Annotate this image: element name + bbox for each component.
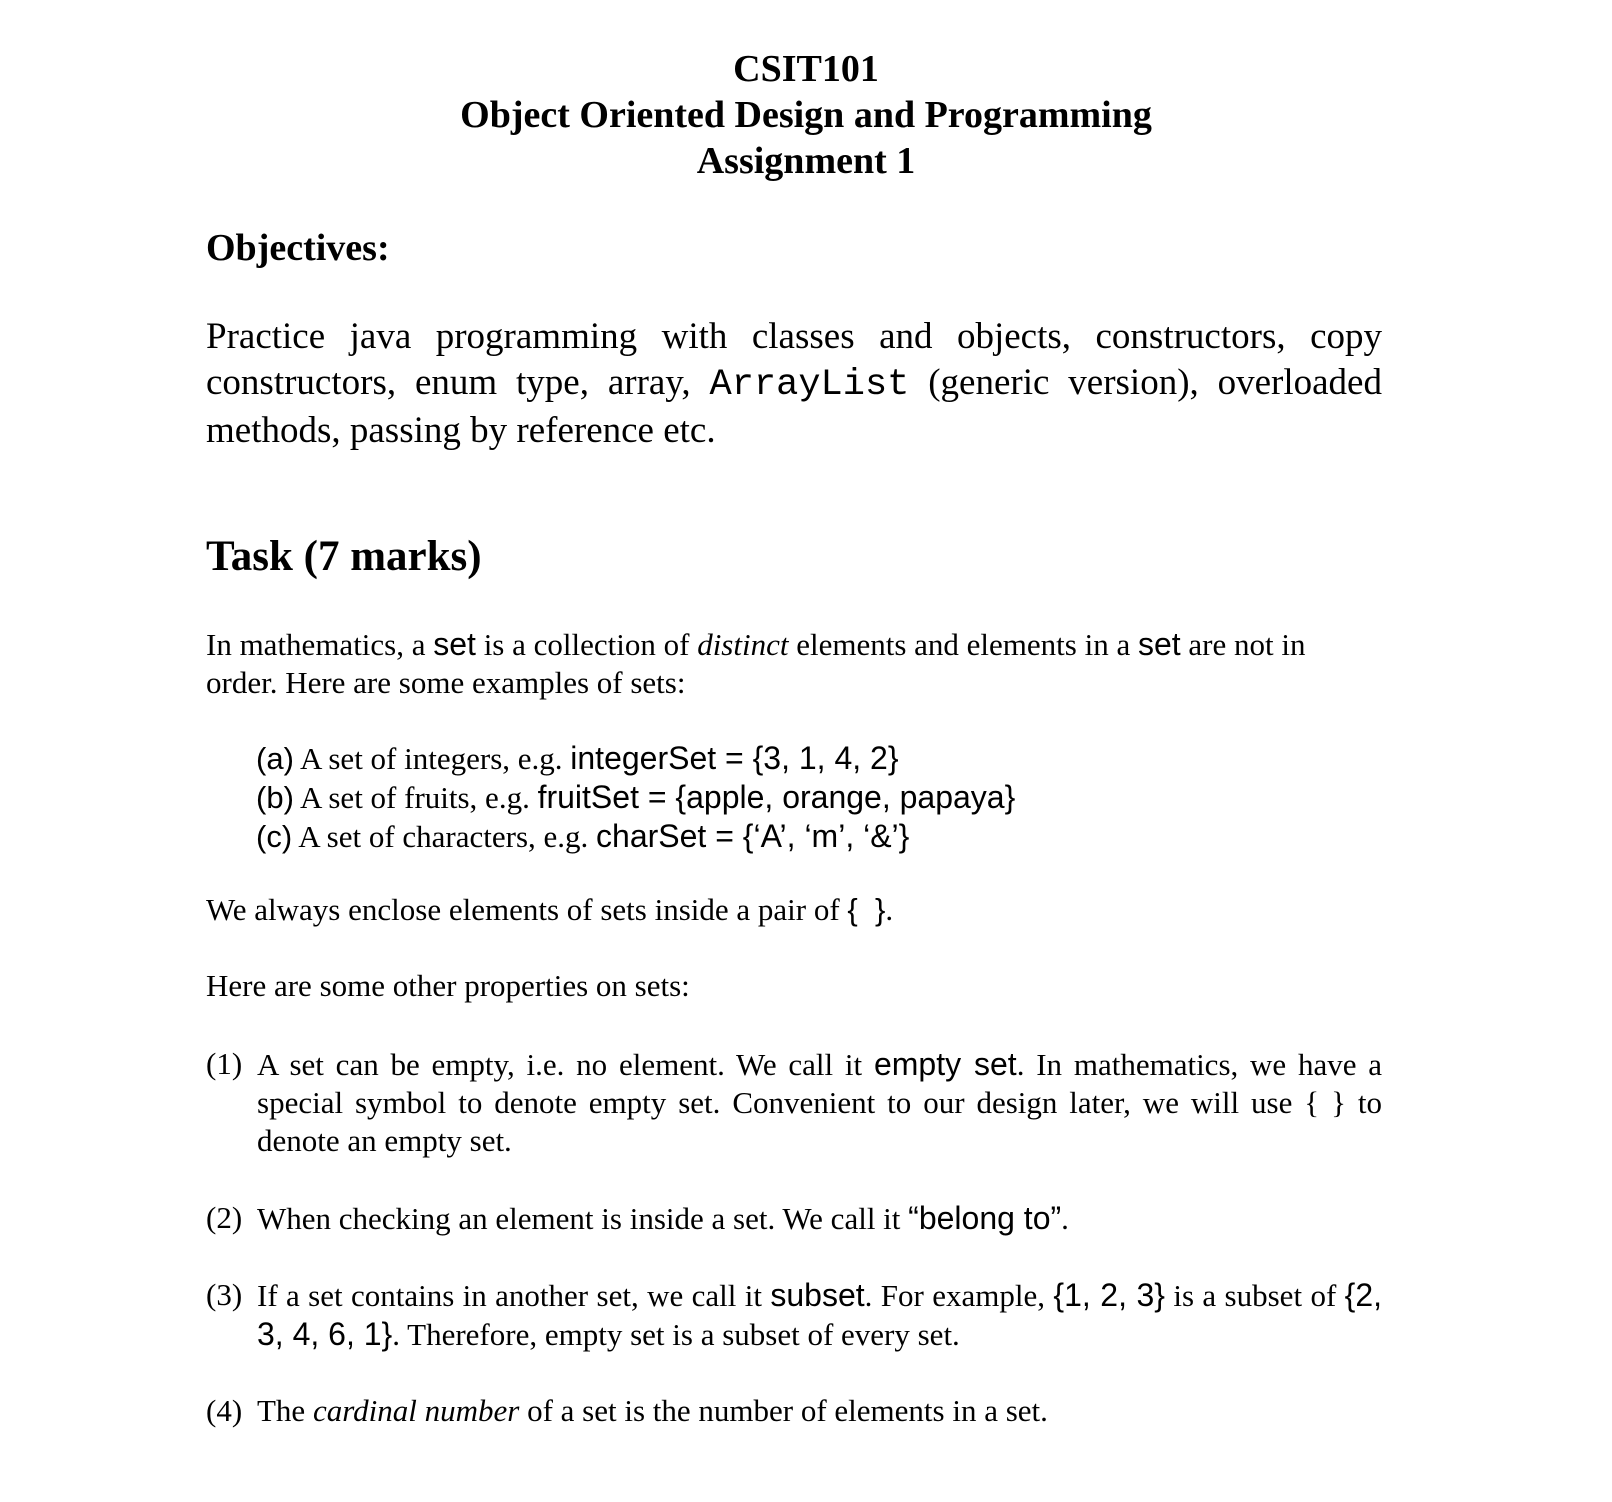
intro-term-set-2: set <box>1137 626 1181 662</box>
example-marker: (a) <box>256 741 294 776</box>
property-item <box>206 1199 1382 1238</box>
set-intro-paragraph <box>206 625 1382 702</box>
course-code: CSIT101 <box>733 48 879 90</box>
assignment-title: Assignment 1 <box>696 140 916 182</box>
intro-text-4: are not in order. Here are some examples of sets: <box>206 627 1306 700</box>
property-number: (3) <box>206 1277 243 1312</box>
intro-text-2: is a collection of <box>483 627 690 662</box>
properties-intro: Here are some other properties on sets: <box>206 968 690 1003</box>
course-title: Object Oriented Design and Programming <box>460 94 1152 136</box>
property-item <box>206 1276 1382 1354</box>
example-text: A set of characters, e.g. <box>298 819 589 854</box>
enclose-braces: { } <box>847 892 886 927</box>
example-value: fruitSet = {apple, orange, papaya} <box>537 779 1016 815</box>
objectives-text-after: (generic version), overloaded methods, passing by reference etc. <box>206 362 1382 451</box>
example-item <box>256 778 1015 817</box>
property-body <box>257 1045 1382 1160</box>
intro-text-3: elements and elements in a <box>796 627 1131 662</box>
task-heading: Task (7 marks) <box>206 533 482 580</box>
property-number: (4) <box>206 1393 243 1428</box>
objectives-code: ArrayList <box>709 364 910 406</box>
example-value: integerSet = {3, 1, 4, 2} <box>570 740 899 776</box>
property-text: is a subset of <box>1173 1278 1337 1313</box>
property-term: subset <box>770 1277 865 1313</box>
property-text: When checking an element is inside a set. We call it <box>257 1201 901 1236</box>
example-marker: (b) <box>256 780 294 815</box>
property-term: “belong to” <box>908 1200 1062 1236</box>
property-text: The <box>257 1393 306 1428</box>
property-text: . In mathematics, we have a special symbol to denote empty set. Convenient to our design later, we will use { } to denote an empty set. <box>257 1047 1383 1158</box>
property-text: of a set is the number of elements in a set. <box>527 1393 1048 1428</box>
property-number: (2) <box>206 1200 243 1235</box>
example-text: A set of integers, e.g. <box>299 741 563 776</box>
property-body <box>257 1199 1382 1238</box>
examples-list <box>256 739 1015 856</box>
property-example-set: {2, 3, 4, 6, 1} <box>257 1277 1383 1352</box>
property-body <box>257 1392 1382 1430</box>
objectives-paragraph <box>206 314 1382 454</box>
enclose-end: . <box>885 892 894 927</box>
objectives-heading: Objectives: <box>206 227 390 269</box>
example-marker: (c) <box>256 819 293 854</box>
property-item <box>206 1045 1382 1160</box>
property-example-set: {1, 2, 3} <box>1053 1277 1165 1313</box>
objectives-text-before: Practice java programming with classes and objects, constructors, copy constructors, enum type, array, <box>206 316 1382 403</box>
property-text: . Therefore, empty set is a subset of every set. <box>392 1317 960 1352</box>
property-number: (1) <box>206 1046 243 1081</box>
property-emphasis: cardinal number <box>312 1393 520 1428</box>
property-text: . <box>1061 1201 1069 1236</box>
enclose-text: We always enclose elements of sets inside a pair of <box>206 892 840 927</box>
property-text: If a set contains in another set, we call it <box>257 1278 762 1313</box>
example-item <box>256 817 1015 856</box>
example-item <box>256 739 1015 778</box>
intro-text-1: In mathematics, a <box>206 627 426 662</box>
intro-emphasis-distinct: distinct <box>697 627 789 662</box>
enclose-paragraph <box>206 891 1382 929</box>
intro-term-set-1: set <box>433 626 476 662</box>
document-header <box>0 46 1612 184</box>
property-text: . For example, <box>864 1278 1045 1313</box>
example-value: charSet = {‘A’, ‘m’, ‘&’} <box>596 818 910 854</box>
property-body <box>257 1276 1382 1354</box>
property-term: empty set <box>873 1046 1017 1082</box>
example-text: A set of fruits, e.g. <box>299 780 530 815</box>
property-text: A set can be empty, i.e. no element. We call it <box>257 1047 863 1082</box>
property-item <box>206 1392 1382 1430</box>
